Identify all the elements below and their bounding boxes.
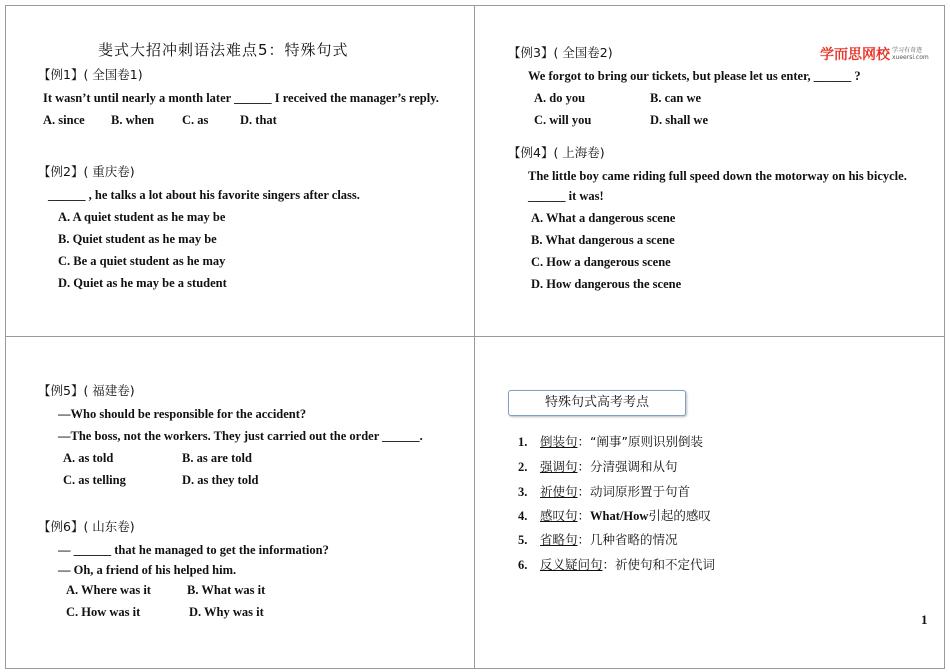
example-1-option-b: B. when [111, 113, 155, 127]
summary-item-key: 省略句 [540, 532, 578, 547]
summary-item-key: 强调句 [540, 459, 578, 474]
example-5-line1: —Who should be responsible for the accident? [58, 407, 307, 421]
quadrant-divider-horizontal [5, 336, 945, 337]
example-6-option-b: B. What was it [187, 583, 266, 597]
example-3-option-b: B. can we [650, 91, 702, 105]
summary-item-key: 倒装句 [540, 434, 578, 449]
example-4-stem-line1: The little boy came riding full speed down the motorway on his bicycle. [528, 169, 907, 183]
example-3-option-c: C. will you [534, 113, 592, 127]
summary-item-sep: ： [602, 557, 616, 572]
summary-item-key: 祈使句 [540, 484, 578, 499]
example-1-option-c: C. as [182, 113, 209, 127]
summary-item-key: 反义疑问句 [540, 557, 603, 572]
summary-item-sep: ： [577, 484, 591, 499]
summary-item-key: 感叹句 [540, 508, 578, 523]
summary-item-number: 4. [518, 509, 528, 523]
summary-item-sep: ： [577, 532, 591, 547]
page-number: 1 [921, 612, 928, 627]
summary-item-desc: 引起的感叹 [648, 508, 711, 523]
summary-item-desc: 几种省略的情况 [590, 532, 678, 547]
example-4-option-b: B. What dangerous a scene [531, 233, 675, 247]
summary-item-1 [518, 432, 703, 450]
summary-item-number: 2. [518, 460, 528, 474]
summary-item-number: 3. [518, 485, 528, 499]
example-3-label: 【例3】( 全国卷2) [508, 45, 613, 60]
summary-item-desc: “阐事”原则识别倒装 [590, 434, 703, 449]
example-2-option-b: B. Quiet student as he may be [58, 232, 217, 246]
summary-title-box: 特殊句式高考考点 [508, 390, 686, 416]
example-1-option-d: D. that [240, 113, 277, 127]
summary-item-sep: ： [577, 508, 591, 523]
example-2-option-a: A. A quiet student as he may be [58, 210, 226, 224]
summary-item-6 [518, 555, 715, 573]
summary-item-sep: ： [577, 434, 591, 449]
summary-item-desc: 动词原形置于句首 [590, 484, 691, 499]
example-3-option-d: D. shall we [650, 113, 708, 127]
example-5-line2: —The boss, not the workers. They just carried out the order ______. [58, 429, 423, 443]
example-3-stem: We forgot to bring our tickets, but please let us enter, ______ ? [528, 69, 861, 83]
example-2-option-c: C. Be a quiet student as he may [58, 254, 226, 268]
summary-item-number: 5. [518, 533, 528, 547]
summary-item-3 [518, 482, 690, 500]
example-1-stem: It wasn’t until nearly a month later ______ I received the manager’s reply. [43, 91, 439, 105]
example-2-stem: ______ , he talks a lot about his favorite singers after class. [48, 188, 360, 202]
example-6-option-c: C. How was it [66, 605, 141, 619]
summary-item-desc-en: What/How [590, 509, 649, 523]
summary-item-4 [518, 506, 711, 524]
logo-text: 学而思网校 [820, 47, 890, 63]
example-6-label: 【例6】( 山东卷) [38, 519, 135, 534]
example-5-option-b: B. as are told [182, 451, 252, 465]
example-2-option-d: D. Quiet as he may be a student [58, 276, 227, 290]
summary-item-5 [518, 530, 678, 548]
example-3-option-a: A. do you [534, 91, 586, 105]
example-6-line1: — ______ that he managed to get the information? [58, 543, 329, 557]
example-6-option-d: D. Why was it [189, 605, 264, 619]
example-1-label: 【例1】( 全国卷1) [38, 67, 143, 82]
page-title: 斐式大招冲刺语法难点5：特殊句式 [98, 41, 349, 59]
logo-slogan: 学习有奇迹 [892, 47, 923, 54]
example-4-option-c: C. How a dangerous scene [531, 255, 671, 269]
example-5-option-a: A. as told [63, 451, 114, 465]
example-4-option-a: A. What a dangerous scene [531, 211, 676, 225]
example-4-label: 【例4】( 上海卷) [508, 145, 605, 160]
example-4-stem-line2: ______ it was! [528, 189, 604, 203]
summary-item-sep: ： [577, 459, 591, 474]
summary-item-desc: 分清强调和从句 [590, 459, 678, 474]
summary-item-number: 6. [518, 558, 528, 572]
example-6-option-a: A. Where was it [66, 583, 151, 597]
summary-item-number: 1. [518, 435, 528, 449]
example-5-label: 【例5】( 福建卷) [38, 383, 135, 398]
example-6-line2: — Oh, a friend of his helped him. [58, 563, 237, 577]
example-5-option-d: D. as they told [182, 473, 259, 487]
example-5-option-c: C. as telling [63, 473, 126, 487]
example-4-option-d: D. How dangerous the scene [531, 277, 682, 291]
quadrant-divider-vertical [474, 5, 475, 669]
xueersi-logo [820, 44, 929, 64]
logo-url: xueersi.com [892, 54, 929, 61]
example-1-option-a: A. since [43, 113, 85, 127]
summary-item-2 [518, 457, 678, 475]
example-2-label: 【例2】( 重庆卷) [38, 164, 135, 179]
summary-item-desc: 祈使句和不定代词 [615, 557, 716, 572]
